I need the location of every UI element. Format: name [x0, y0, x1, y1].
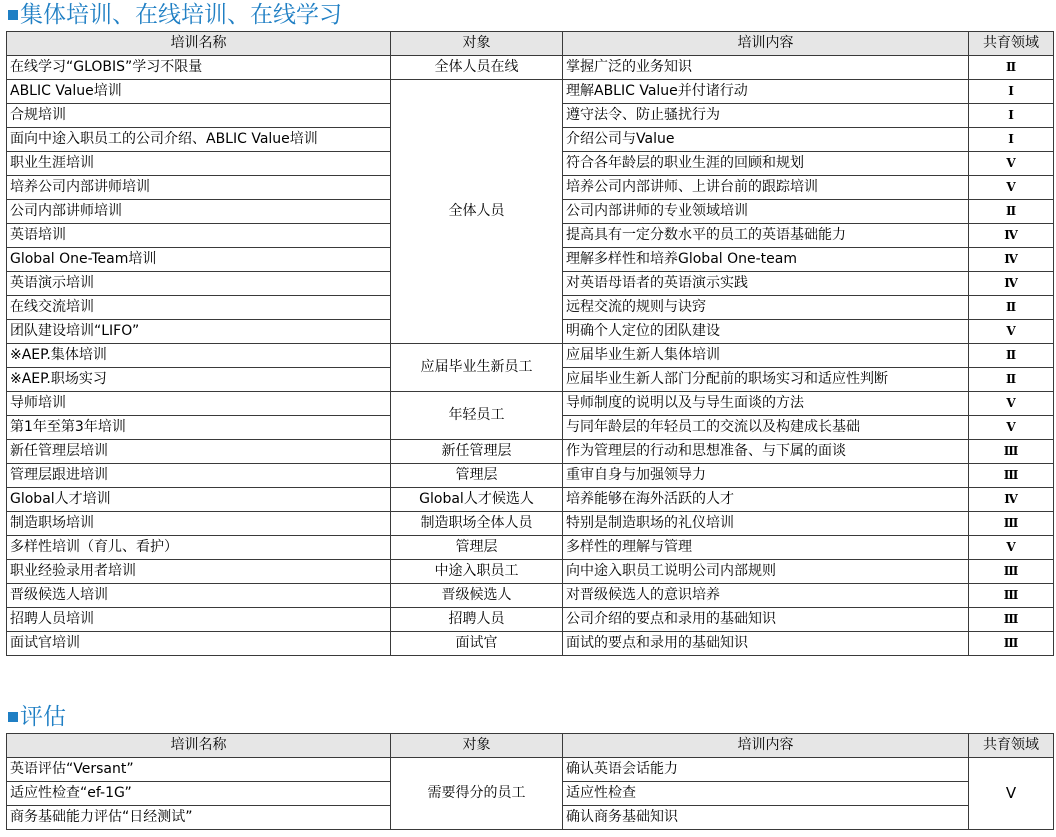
header-content: 培训内容	[563, 734, 969, 758]
table-row	[7, 80, 1054, 104]
training-content: 重审自身与加强领导力	[563, 464, 969, 488]
training-content: 理解ABLIC Value并付诸行动	[563, 80, 969, 104]
target-cell: 制造职场全体人员	[391, 512, 563, 536]
training-name: 职业经验录用者培训	[7, 560, 391, 584]
training-content: 确认英语会话能力	[563, 758, 969, 782]
area-cell: Ⅲ	[969, 560, 1054, 584]
header-area: 共育领域	[969, 734, 1054, 758]
area-cell: Ⅴ	[969, 176, 1054, 200]
training-name: ABLIC Value培训	[7, 80, 391, 104]
area-cell: Ⅴ	[969, 536, 1054, 560]
area-cell: Ⅲ	[969, 464, 1054, 488]
table-row	[7, 440, 1054, 464]
training-name: 合规培训	[7, 104, 391, 128]
target-cell: 全体人员	[391, 80, 563, 344]
training-content: 培养能够在海外活跃的人才	[563, 488, 969, 512]
table-row	[7, 512, 1054, 536]
training-name: 面试官培训	[7, 632, 391, 656]
area-cell: Ⅲ	[969, 512, 1054, 536]
training-name: 导师培训	[7, 392, 391, 416]
target-cell: 中途入职员工	[391, 560, 563, 584]
training-name: 招聘人员培训	[7, 608, 391, 632]
training-content: 遵守法令、防止骚扰行为	[563, 104, 969, 128]
area-cell: Ⅳ	[969, 488, 1054, 512]
section-title-evaluation	[8, 703, 66, 731]
target-cell: 招聘人员	[391, 608, 563, 632]
training-content: 明确个人定位的团队建设	[563, 320, 969, 344]
training-name: 商务基础能力评估“日经测试”	[7, 806, 391, 830]
training-content: 公司介绍的要点和录用的基础知识	[563, 608, 969, 632]
header-training-name: 培训名称	[7, 734, 391, 758]
table-row	[7, 608, 1054, 632]
training-content: 作为管理层的行动和思想准备、与下属的面谈	[563, 440, 969, 464]
area-cell: Ⅰ	[969, 128, 1054, 152]
table-row	[7, 488, 1054, 512]
target-cell: 应届毕业生新员工	[391, 344, 563, 392]
training-name: 英语演示培训	[7, 272, 391, 296]
training-content: 公司内部讲师的专业领域培训	[563, 200, 969, 224]
target-cell: 晋级候选人	[391, 584, 563, 608]
target-cell: 管理层	[391, 464, 563, 488]
training-name: ※AEP.职场实习	[7, 368, 391, 392]
table-header-row	[7, 734, 1054, 758]
area-cell: Ⅱ	[969, 56, 1054, 80]
target-cell: 面试官	[391, 632, 563, 656]
header-area: 共育领域	[969, 32, 1054, 56]
training-name: 管理层跟进培训	[7, 464, 391, 488]
training-name: 培养公司内部讲师培训	[7, 176, 391, 200]
training-name: 职业生涯培训	[7, 152, 391, 176]
training-name: 公司内部讲师培训	[7, 200, 391, 224]
square-bullet-icon	[8, 712, 18, 722]
table-row	[7, 464, 1054, 488]
area-cell: Ⅲ	[969, 440, 1054, 464]
table-row	[7, 392, 1054, 416]
training-content: 培养公司内部讲师、上讲台前的跟踪培训	[563, 176, 969, 200]
training-content: 掌握广泛的业务知识	[563, 56, 969, 80]
training-name: 面向中途入职员工的公司介绍、ABLIC Value培训	[7, 128, 391, 152]
area-cell: Ⅲ	[969, 584, 1054, 608]
table-row	[7, 758, 1054, 782]
training-content: 与同年龄层的年轻员工的交流以及构建成长基础	[563, 416, 969, 440]
table-row	[7, 536, 1054, 560]
area-cell: Ⅳ	[969, 248, 1054, 272]
training-name: 团队建设培训“LIFO”	[7, 320, 391, 344]
training-content: 远程交流的规则与诀窍	[563, 296, 969, 320]
training-content: 对晋级候选人的意识培养	[563, 584, 969, 608]
training-name: 在线交流培训	[7, 296, 391, 320]
training-name: 新任管理层培训	[7, 440, 391, 464]
area-cell: Ⅴ	[969, 758, 1054, 830]
area-cell: Ⅴ	[969, 152, 1054, 176]
training-content: 适应性检查	[563, 782, 969, 806]
training-content: 面试的要点和录用的基础知识	[563, 632, 969, 656]
target-cell: 年轻员工	[391, 392, 563, 440]
area-cell: Ⅳ	[969, 272, 1054, 296]
training-content: 应届毕业生新人集体培训	[563, 344, 969, 368]
training-name: 在线学习“GLOBIS”学习不限量	[7, 56, 391, 80]
training-name: 第1年至第3年培训	[7, 416, 391, 440]
header-training-name: 培训名称	[7, 32, 391, 56]
table-row	[7, 632, 1054, 656]
table-row	[7, 56, 1054, 80]
target-cell: 新任管理层	[391, 440, 563, 464]
training-content: 确认商务基础知识	[563, 806, 969, 830]
section-title-text: 评估	[20, 704, 66, 730]
training-content: 理解多样性和培养Global One-team	[563, 248, 969, 272]
training-content: 特别是制造职场的礼仪培训	[563, 512, 969, 536]
training-name: Global人才培训	[7, 488, 391, 512]
area-cell: Ⅰ	[969, 80, 1054, 104]
target-cell: 需要得分的员工	[391, 758, 563, 830]
training-name: 制造职场培训	[7, 512, 391, 536]
section-title-group-training	[8, 1, 342, 29]
table-header-row	[7, 32, 1054, 56]
area-cell: Ⅲ	[969, 608, 1054, 632]
table-row	[7, 344, 1054, 368]
training-content: 向中途入职员工说明公司内部规则	[563, 560, 969, 584]
evaluation-table	[6, 733, 1054, 830]
training-name: 多样性培训（育儿、看护）	[7, 536, 391, 560]
area-cell: Ⅳ	[969, 224, 1054, 248]
training-name: Global One-Team培训	[7, 248, 391, 272]
training-name: 英语评估“Versant”	[7, 758, 391, 782]
area-cell: Ⅱ	[969, 368, 1054, 392]
training-table	[6, 31, 1054, 656]
header-content: 培训内容	[563, 32, 969, 56]
target-cell: 管理层	[391, 536, 563, 560]
header-target: 对象	[391, 734, 563, 758]
area-cell: Ⅲ	[969, 632, 1054, 656]
training-content: 导师制度的说明以及与导生面谈的方法	[563, 392, 969, 416]
training-content: 符合各年龄层的职业生涯的回顾和规划	[563, 152, 969, 176]
training-name: ※AEP.集体培训	[7, 344, 391, 368]
training-name: 英语培训	[7, 224, 391, 248]
header-target: 对象	[391, 32, 563, 56]
area-cell: Ⅱ	[969, 344, 1054, 368]
target-cell: Global人才候选人	[391, 488, 563, 512]
square-bullet-icon	[8, 10, 18, 20]
training-content: 介绍公司与Value	[563, 128, 969, 152]
training-content: 提高具有一定分数水平的员工的英语基础能力	[563, 224, 969, 248]
table-row	[7, 584, 1054, 608]
area-cell: Ⅴ	[969, 320, 1054, 344]
area-cell: Ⅰ	[969, 104, 1054, 128]
target-cell: 全体人员在线	[391, 56, 563, 80]
section-title-text: 集体培训、在线培训、在线学习	[20, 2, 342, 28]
training-content: 应届毕业生新人部门分配前的职场实习和适应性判断	[563, 368, 969, 392]
area-cell: Ⅴ	[969, 416, 1054, 440]
area-cell: Ⅱ	[969, 200, 1054, 224]
training-name: 晋级候选人培训	[7, 584, 391, 608]
training-content: 对英语母语者的英语演示实践	[563, 272, 969, 296]
area-cell: Ⅴ	[969, 392, 1054, 416]
training-name: 适应性检查“ef-1G”	[7, 782, 391, 806]
table-row	[7, 560, 1054, 584]
area-cell: Ⅱ	[969, 296, 1054, 320]
training-content: 多样性的理解与管理	[563, 536, 969, 560]
